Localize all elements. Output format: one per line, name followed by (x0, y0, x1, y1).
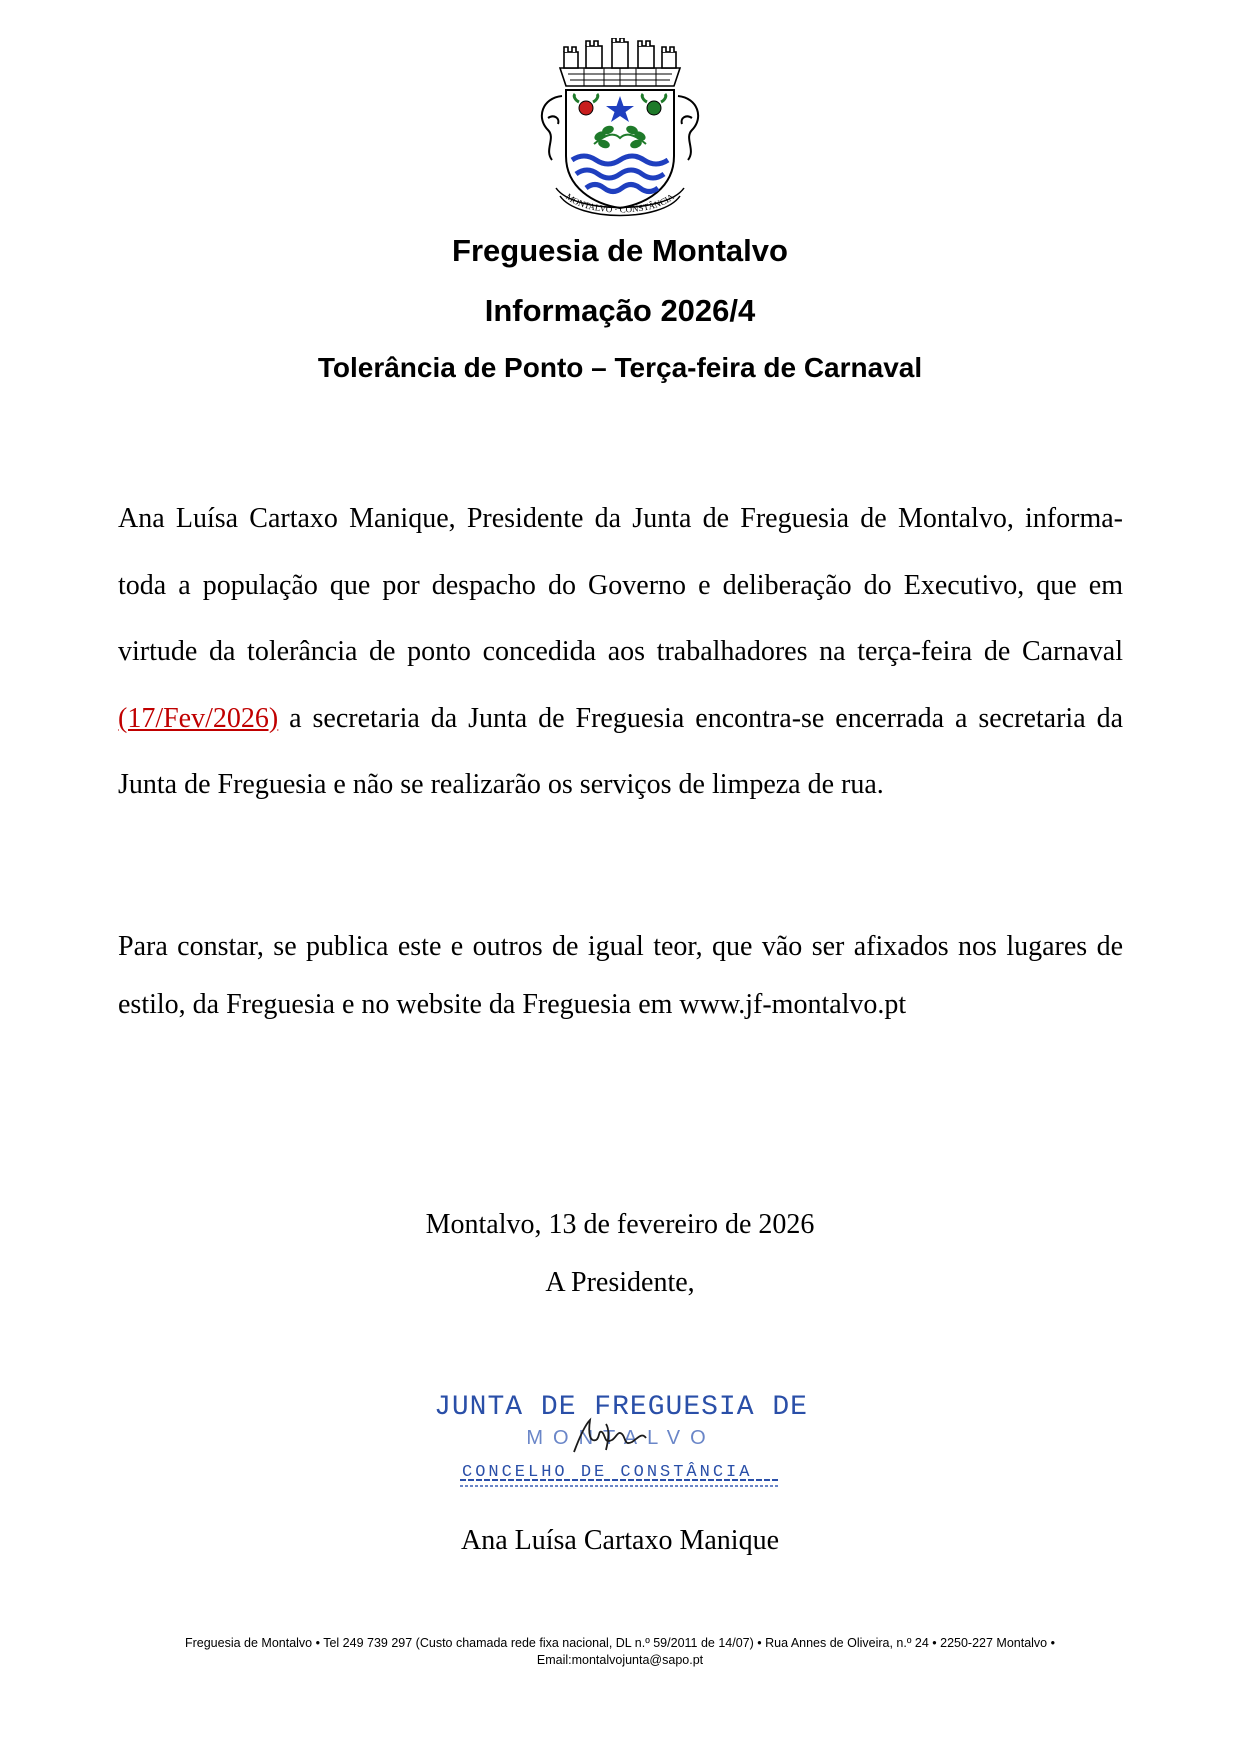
body-paragraph-2: Para constar, se publica este e outros de igual teor, que vão ser afixados nos lugares de estilo, da Freguesia e no website da Freguesia em www.jf-montalvo.pt (118, 931, 1123, 1020)
page-footer (0, 1635, 1240, 1669)
stamp-line-3: CONCELHO DE CONSTÂNCIA (462, 1463, 753, 1482)
body-paragraph-1 (118, 486, 1123, 819)
coat-of-arms-logo (534, 38, 706, 220)
information-number: Informação 2026/4 (484, 293, 756, 328)
document-title: Freguesia de Montalvo (452, 233, 788, 268)
stamp-line-2: MONTALVO (526, 1427, 716, 1449)
document-subject: Tolerância de Ponto – Terça-feira de Carnaval (317, 352, 923, 383)
crest-motto: MONTALVO · CONSTÂNCIA (564, 191, 676, 215)
president-label: A Presidente, (545, 1267, 695, 1298)
footer-contact-line: Freguesia de Montalvo • Tel 249 739 297 (Custo chamada rede fixa nacional, DL n.º 59/2011 de 14/07) • Rua Annes de Oliveira, n.º 24 • 2250-227 Montalvo • (184, 1636, 1055, 1650)
signer-name: Ana Luísa Cartaxo Manique (460, 1525, 780, 1556)
paragraph-1-text-start: Ana Luísa Cartaxo Manique, Presidente da Junta de Freguesia de Montalvo, informa- toda a população que por despacho do Governo e deliberação do Executivo, que em virtude da tolerância de ponto concedida aos trabalhadores na terça-feira de Carnaval (118, 503, 1123, 667)
place-and-date: Montalvo, 13 de fevereiro de 2026 (425, 1209, 815, 1240)
paragraph-1-text-end: a secretaria da Junta de Freguesia encontra-se encerrada a secretaria da Junta de Freguesia e não se realizarão os serviços de limpeza de rua. (118, 702, 1123, 800)
holiday-date-link[interactable]: (17/Fev/2026) (118, 702, 279, 734)
footer-email-line: Email:montalvojunta@sapo.pt (536, 1653, 704, 1667)
stamp-line-1: JUNTA DE FREGUESIA DE (434, 1392, 808, 1423)
official-stamp (434, 1380, 808, 1490)
